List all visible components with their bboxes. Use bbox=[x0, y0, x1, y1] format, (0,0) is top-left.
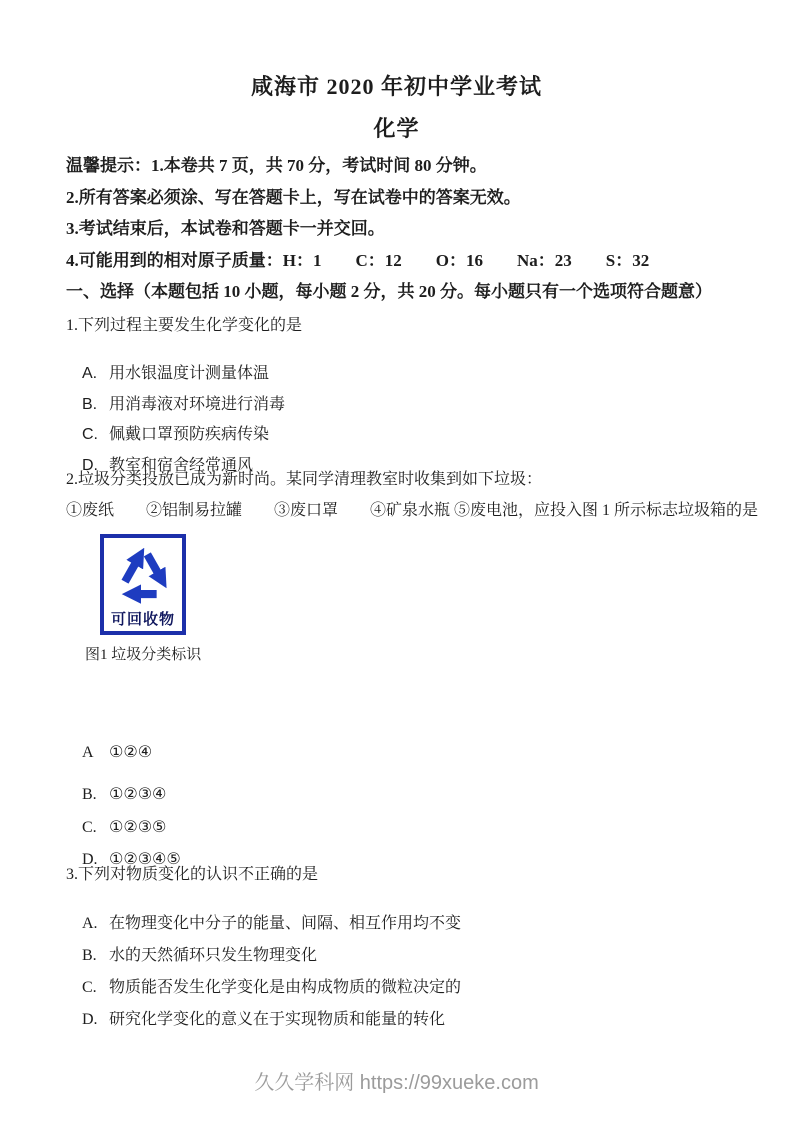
notice-line-4-atomic-masses: 4.可能用到的相对原子质量：H：1 C：12 O：16 Na：23 S：32 bbox=[66, 251, 650, 270]
option-text: 水的天然循环只发生物理变化 bbox=[109, 947, 318, 964]
footer-site-url[interactable]: https://99xueke.com bbox=[359, 1072, 539, 1094]
option-text: ①②④ bbox=[109, 744, 153, 761]
option-text: ①②③④ bbox=[109, 786, 167, 803]
notice-line-3: 3.考试结束后，本试卷和答题卡一并交回。 bbox=[66, 219, 385, 238]
option-label: A. bbox=[82, 915, 98, 932]
recyclable-sign bbox=[100, 534, 186, 635]
option-label: A bbox=[82, 744, 94, 761]
option-label: D. bbox=[82, 1011, 98, 1028]
option-text: 物质能否发生化学变化是由构成物质的微粒决定的 bbox=[109, 979, 462, 996]
option-label: B. bbox=[82, 947, 97, 964]
option-label: B. bbox=[82, 786, 97, 803]
option-text: 在物理变化中分子的能量、间隔、相互作用均不变 bbox=[109, 915, 462, 932]
option-text: 佩戴口罩预防疾病传染 bbox=[109, 426, 270, 443]
question-3-stem: 3.下列对物质变化的认识不正确的是 bbox=[66, 866, 319, 883]
question-2-items-line: ①废纸 ②铝制易拉罐 ③废口罩 ④矿泉水瓶 ⑤废电池，应投入图 1 所示标志垃圾箱的是 bbox=[66, 502, 759, 519]
option-text: 用水银温度计测量体温 bbox=[109, 365, 270, 382]
recycle-sign-label: 可回收物 bbox=[110, 612, 175, 628]
section-heading: 一、选择（本题包括 10 小题，每小题 2 分，共 20 分。每小题只有一个选项符合题意） bbox=[66, 282, 712, 301]
question-3-option-d bbox=[66, 988, 445, 1047]
option-label: C. bbox=[82, 979, 97, 996]
option-label: C. bbox=[82, 819, 97, 836]
option-text: ①②③⑤ bbox=[109, 819, 167, 836]
footer-site-name: 久久学科网 bbox=[254, 1072, 355, 1094]
recycle-icon bbox=[112, 542, 174, 604]
question-1-stem: 1.下列过程主要发生化学变化的是 bbox=[66, 317, 303, 334]
option-text: ①②③④⑤ bbox=[109, 851, 181, 868]
page-title: 咸海市 2020 年初中学业考试 bbox=[250, 74, 542, 99]
option-label: D. bbox=[82, 851, 98, 868]
notice-line-2: 2.所有答案必须涂、写在答题卡上，写在试卷中的答案无效。 bbox=[66, 188, 521, 207]
option-label: D. bbox=[82, 457, 98, 474]
footer bbox=[0, 1066, 793, 1095]
option-text: 用消毒液对环境进行消毒 bbox=[109, 396, 286, 413]
option-label: A. bbox=[82, 365, 98, 382]
option-text: 教室和宿舍经常通风 bbox=[109, 457, 254, 474]
option-label: C. bbox=[82, 426, 98, 443]
notice-line-1: 温馨提示：1.本卷共 7 页，共 70 分，考试时间 80 分钟。 bbox=[66, 156, 487, 175]
option-label: B. bbox=[82, 396, 98, 413]
figure-caption: 图1 垃圾分类标识 bbox=[85, 647, 202, 663]
option-text: 研究化学变化的意义在于实现物质和能量的转化 bbox=[109, 1011, 446, 1028]
question-2-stem: 2.垃圾分类投放已成为新时尚。某同学清理教室时收集到如下垃圾： bbox=[66, 471, 543, 488]
subject-title: 化学 bbox=[373, 116, 420, 141]
